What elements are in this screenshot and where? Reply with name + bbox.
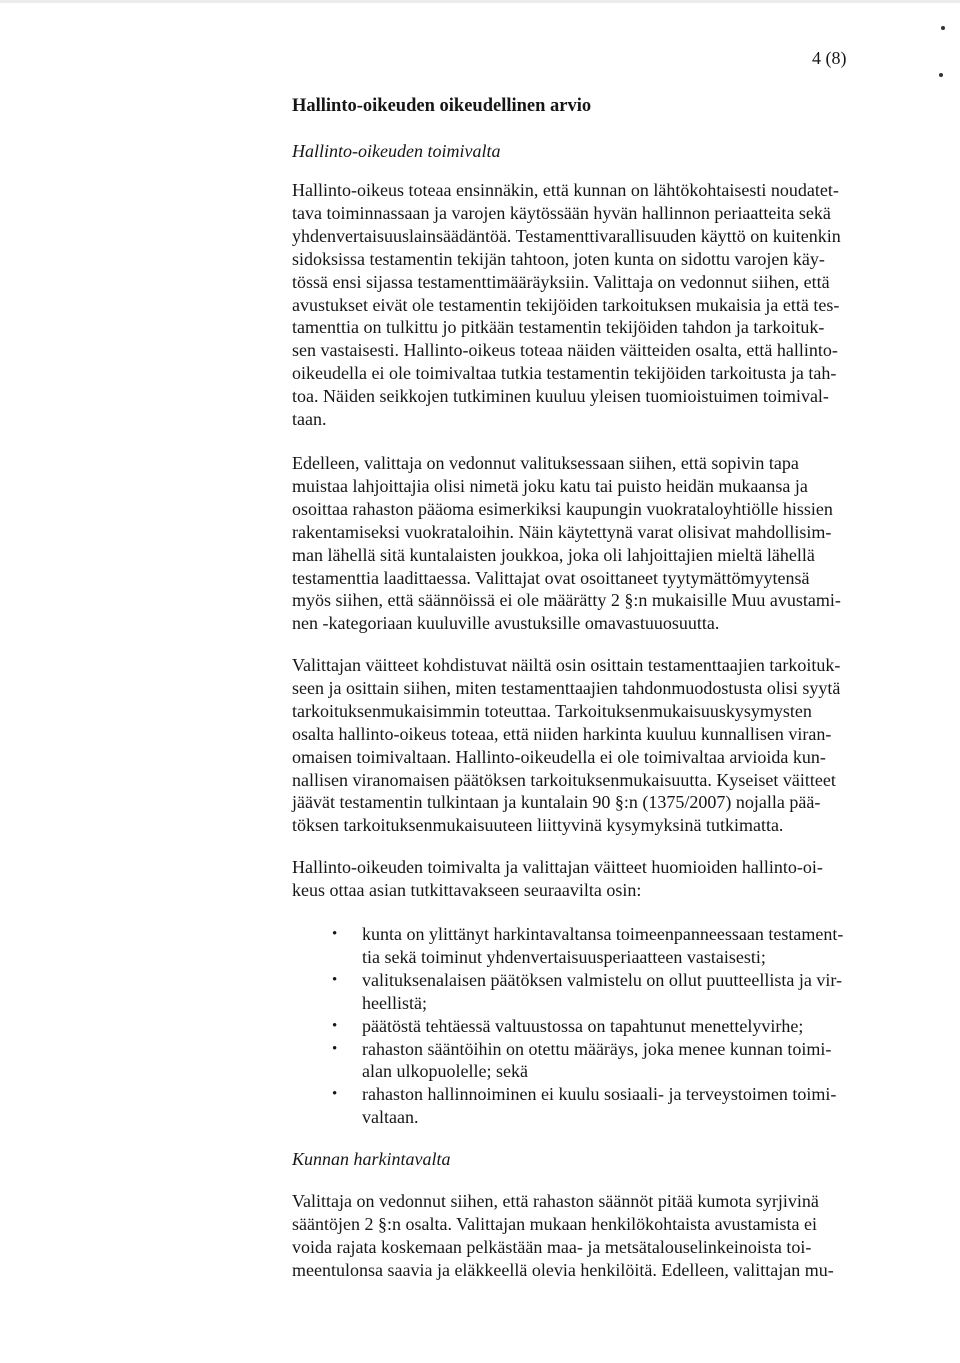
text-line: rahaston hallinnoiminen ei kuulu sosiaali- ja terveystoimen toimi- [362,1084,837,1105]
text-line: tössä ensi sijassa testamenttimääräyksiin. Valittaja on vedonnut siihen, että [292,271,830,292]
text-line: tia sekä toiminut yhdenvertaisuusperiaatteen vastaisesti; [362,946,766,967]
list-item [292,923,892,969]
text-line: kunta on ylittänyt harkintavaltansa toimeenpanneessaan testament- [362,924,844,944]
text-line: sidoksissa testamentin tekijän tahtoon, joten kunta on sidottu varojen käy- [292,248,825,269]
text-line: alan ulkopuolelle; sekä [362,1061,528,1082]
text-line: sääntöjen 2 §:n osalta. Valittajan mukaan henkilökohtaista avustamista ei [292,1213,818,1234]
text-line: yhdenvertaisuuslainsäädäntöä. Testamenttivarallisuuden käyttö on kuitenkin [292,225,841,246]
text-line: tava toiminnassaan ja varojen käytössään hyvän hallinnon periaatteita sekä [292,202,831,223]
text-line: nallisen viranomaisen päätöksen tarkoituksenmukaisuutta. Kyseiset väitteet [292,769,836,790]
text-line: päätöstä tehtäessä valtuustossa on tapahtunut menettelyvirhe; [362,1015,804,1036]
bullet-icon: • [332,1086,338,1103]
bullet-icon: • [332,926,338,942]
scan-dot [939,73,943,77]
text-line: seen ja osittain siihen, miten testamenttaajien tahdonmuodostusta olisi syytä [292,677,841,698]
paragraph-discretion-1 [292,1190,892,1282]
paragraph-jurisdiction-2 [292,452,892,635]
text-line: meentulonsa saavia ja eläkkeellä olevia henkilöitä. Edelleen, valittajan mu- [292,1259,834,1280]
paragraph-jurisdiction-1 [292,179,892,431]
text-line: Hallinto-oikeuden toimivalta ja valittajan väitteet huomioiden hallinto-oi- [292,857,823,877]
text-line: osoittaa rahaston pääoma esimerkiksi kaupungin vuokrataloyhtiölle hissien [292,498,833,519]
text-line: man lähellä sitä kuntalaisten joukkoa, joka oli lahjoittajien mieltä lähellä [292,544,815,565]
text-line: keus ottaa asian tutkittavakseen seuraavilta osin: [292,879,642,900]
paragraph-jurisdiction-3 [292,654,892,837]
text-line: rakentamiseksi vuokrataloihin. Näin käytettynä varat olisivat mahdollisim- [292,521,832,542]
text-line: valtaan. [362,1107,419,1128]
text-line: sen vastaisesti. Hallinto-oikeus toteaa näiden väitteiden osalta, että hallinto- [292,340,838,361]
list-item [292,969,892,1015]
text-line: rahaston sääntöihin on otettu määräys, joka menee kunnan toimi- [362,1038,832,1059]
text-line: avustukset eivät ole testamentin tekijöiden tarkoituksen mukaisia ja että tes- [292,294,840,315]
scan-artifact [0,0,960,3]
bullet-icon: • [332,1040,338,1057]
text-line: testamenttia laadittaessa. Valittajat ovat osoittaneet tyytymättömyytensä [292,567,810,588]
text-line: taan. [292,409,327,430]
text-line: jäävät testamentin tulkintaan ja kuntalain 90 §:n (1375/2007) nojalla pää- [292,792,821,813]
bullet-list [292,923,892,1129]
subheading-jurisdiction: Hallinto-oikeuden toimivalta [292,141,501,161]
text-line: osalta hallinto-oikeus toteaa, että niiden harkinta kuuluu kunnallisen viran- [292,723,832,744]
text-line: toa. Näiden seikkojen tutkiminen kuuluu yleisen tuomioistuimen toimival- [292,386,829,407]
text-line: tamenttia on tulkittu jo pitkään testamentin tekijöiden tahdon ja tarkoituk- [292,317,825,338]
text-line: omaisen toimivaltaan. Hallinto-oikeudella ei ole toimivaltaa arvioida kun- [292,746,826,767]
text-line: Hallinto-oikeus toteaa ensinnäkin, että kunnan on lähtökohtaisesti noudatet- [292,180,839,200]
scan-dot [941,26,945,30]
text-line: oikeudella ei ole toimivaltaa tutkia testamentin tekijöiden tarkoitusta ja tah- [292,363,837,384]
text-line: valituksenalaisen päätöksen valmistelu on ollut puutteellista ja vir- [362,969,843,990]
text-line: töksen tarkoituksenmukaisuuteen liittyvinä kysymyksinä tutkimatta. [292,815,784,836]
text-line: voida rajata koskemaan pelkästään maa- ja metsätalouselinkeinoista toi- [292,1236,812,1257]
text-line: heellistä; [362,992,427,1013]
text-line: Valittaja on vedonnut siihen, että rahaston säännöt pitää kumota syrjivinä [292,1191,819,1211]
text-line: myös siihen, että säännöissä ei ole määrätty 2 §:n mukaisille Muu avustami- [292,590,841,611]
text-line: Valittajan väitteet kohdistuvat näiltä osin osittain testamenttaajien tarkoituk- [292,655,841,675]
subheading-discretion: Kunnan harkintavalta [292,1149,451,1169]
text-line: nen -kategoriaan kuuluville avustuksille omavastuuosuutta. [292,613,720,634]
bullet-icon: • [332,971,338,988]
section-heading: Hallinto-oikeuden oikeudellinen arvio [292,96,592,116]
text-line: Edelleen, valittaja on vedonnut valituksessaan siihen, että sopivin tapa [292,453,799,473]
paragraph-jurisdiction-4 [292,856,892,902]
bullet-icon: • [332,1017,338,1034]
text-line: muistaa lahjoittajia olisi nimetä joku katu tai puisto heidän mukaansa ja [292,475,808,496]
list-item [292,1083,892,1129]
text-line: tarkoituksenmukaisimmin toteuttaa. Tarkoituksenmukaisuuskysymysten [292,700,812,721]
list-item [292,1015,892,1038]
page-number: 4 (8) [812,48,847,68]
list-item [292,1038,892,1084]
